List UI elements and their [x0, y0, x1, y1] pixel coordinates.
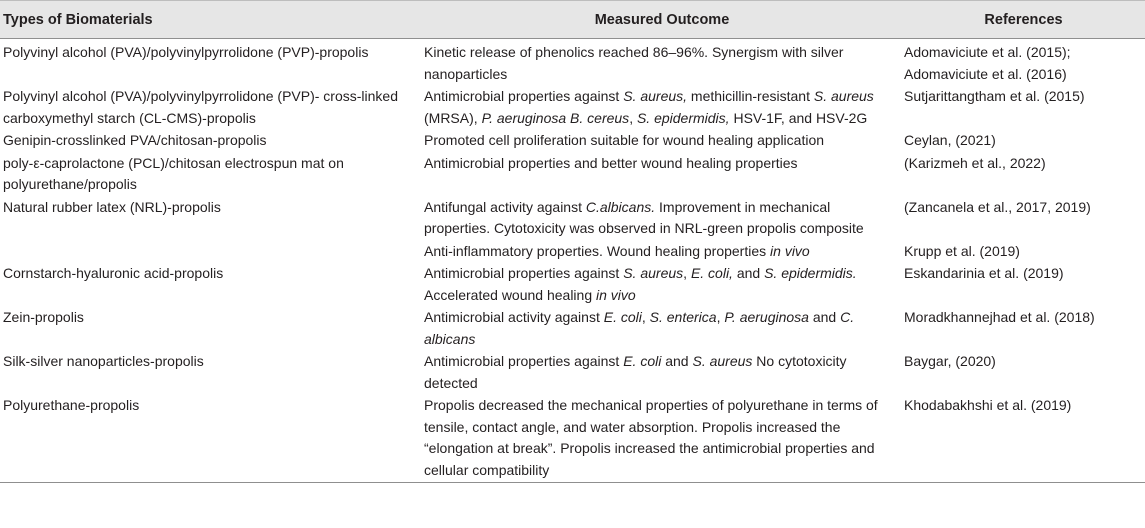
outcome-text: , — [629, 109, 637, 126]
outcome-text: Propolis decreased the mechanical properties of polyurethane in terms of tensile, contact angle, and water absorption. Propolis increased the “elongation at break”. Propolis increased the antimicrobial properties and cellular compatibility — [424, 397, 878, 478]
cell-measured-outcome — [422, 196, 902, 240]
reference-entry: (Karizmeh et al., 2022) — [904, 154, 1046, 171]
outcome-text: , — [716, 309, 725, 325]
outcome-text: HSV-1F, and HSV-2G — [729, 109, 868, 126]
reference-entry: Krupp et al. (2019) — [904, 242, 1020, 259]
outcome-italic-text: in vivo — [770, 242, 810, 259]
table-row — [0, 394, 1145, 483]
outcome-text: (MRSA), — [424, 109, 482, 126]
outcome-text: Accelerated wound healing — [424, 286, 597, 303]
cell-measured-outcome — [422, 240, 902, 263]
reference-entry: Adomaviciute et al. (2015); — [904, 44, 1071, 60]
header-outcome: Measured Outcome — [422, 1, 902, 39]
outcome-italic-text: C. albicans — [424, 309, 855, 347]
outcome-italic-text: C.albicans. — [585, 198, 656, 215]
outcome-italic-text: E. coli — [623, 353, 662, 369]
outcome-italic-text: S. epidermidis, — [636, 109, 730, 126]
table-header — [0, 1, 1145, 39]
reference-entry: Adomaviciute et al. (2016) — [904, 65, 1067, 82]
outcome-italic-text: P. aeruginosa B. cereus — [481, 109, 630, 126]
outcome-italic-text: E. coli, — [690, 265, 733, 281]
cell-biomaterial-type: Zein-propolis — [3, 309, 84, 325]
outcome-italic-text: in vivo — [596, 286, 636, 303]
outcome-italic-text: S. aureus, — [623, 88, 688, 104]
table-body — [0, 39, 1145, 483]
cell-biomaterial-type: Polyvinyl alcohol (PVA)/polyvinylpyrrolidone (PVP)-propolis — [3, 44, 369, 60]
cell-references — [902, 306, 1145, 350]
cell-measured-outcome — [422, 394, 902, 483]
cell-biomaterial-type: Genipin-crosslinked PVA/chitosan-propolis — [3, 132, 267, 148]
cell-measured-outcome — [422, 262, 902, 306]
outcome-text: and — [732, 265, 765, 281]
outcome-italic-text: E. coli — [603, 309, 642, 325]
header-row — [0, 1, 1145, 39]
cell-references — [902, 129, 1145, 152]
outcome-italic-text: S. epidermidis. — [764, 265, 857, 281]
cell-biomaterial-type: poly-ε-caprolactone (PCL)/chitosan electrospun mat on polyurethane/propolis — [3, 154, 344, 192]
reference-entry: Baygar, (2020) — [904, 353, 996, 369]
cell-biomaterial-type: Polyvinyl alcohol (PVA)/polyvinylpyrrolidone (PVP)- cross-linked carboxymethyl starch (CL-CMS)-propolis — [3, 88, 398, 126]
cell-measured-outcome — [422, 85, 902, 129]
table-row — [0, 152, 1145, 196]
outcome-text: , — [683, 265, 691, 281]
cell-references — [902, 262, 1145, 306]
outcome-text: Antimicrobial activity against — [424, 309, 604, 325]
cell-references — [902, 240, 1145, 263]
outcome-text: and — [808, 309, 841, 325]
table-row — [0, 196, 1145, 240]
table-row — [0, 39, 1145, 86]
cell-references — [902, 39, 1145, 86]
table-row — [0, 240, 1145, 263]
outcome-italic-text: S. aureus — [692, 353, 753, 369]
cell-measured-outcome — [422, 306, 902, 350]
cell-measured-outcome — [422, 39, 902, 86]
outcome-italic-text: P. aeruginosa — [724, 309, 809, 325]
outcome-text: No cytotoxicity detected — [424, 353, 847, 391]
reference-entry: Eskandarinia et al. (2019) — [904, 265, 1064, 281]
cell-measured-outcome — [422, 129, 902, 152]
reference-entry: Moradkhannejhad et al. (2018) — [904, 309, 1095, 325]
cell-biomaterial-type: Natural rubber latex (NRL)-propolis — [3, 198, 221, 215]
cell-biomaterial-type: Polyurethane-propolis — [0, 394, 422, 483]
reference-entry: Sutjarittangtham et al. (2015) — [904, 88, 1085, 104]
cell-measured-outcome — [422, 152, 902, 196]
outcome-text: Kinetic release of phenolics reached 86–96%. Synergism with silver nanoparticles — [424, 44, 844, 82]
cell-biomaterial-type: Silk-silver nanoparticles-propolis — [3, 353, 204, 369]
reference-entry: Ceylan, (2021) — [904, 132, 996, 148]
table-row — [0, 306, 1145, 350]
cell-references — [902, 196, 1145, 240]
reference-entry: Khodabakhshi et al. (2019) — [904, 397, 1072, 413]
cell-references — [902, 350, 1145, 394]
cell-references — [902, 394, 1145, 483]
table-row — [0, 262, 1145, 306]
outcome-text: and — [661, 353, 693, 369]
outcome-text: Antimicrobial properties and better wound healing properties — [424, 154, 798, 171]
outcome-text: Antifungal activity against — [424, 198, 586, 215]
table-row — [0, 129, 1145, 152]
table-row — [0, 350, 1145, 394]
outcome-text: Antimicrobial properties against — [424, 353, 624, 369]
outcome-text: Improvement in mechanical properties. Cytotoxicity was observed in NRL-green propolis composite — [424, 198, 864, 236]
reference-entry: (Zancanela et al., 2017, 2019) — [904, 198, 1091, 215]
cell-references — [902, 85, 1145, 129]
header-references: References — [902, 1, 1145, 39]
outcome-italic-text: S. aureus — [813, 88, 874, 104]
header-types: Types of Biomaterials — [0, 1, 422, 39]
table-row — [0, 85, 1145, 129]
outcome-text: methicillin-resistant — [687, 88, 814, 104]
cell-biomaterial-type — [0, 240, 422, 263]
cell-biomaterial-type: Cornstarch-hyaluronic acid-propolis — [3, 265, 224, 281]
outcome-italic-text: S. aureus — [623, 265, 684, 281]
outcome-text: Antimicrobial properties against — [424, 265, 624, 281]
outcome-text: Antimicrobial properties against — [424, 88, 624, 104]
outcome-text: , — [641, 309, 650, 325]
outcome-text: Promoted cell proliferation suitable for wound healing application — [424, 132, 825, 148]
cell-measured-outcome — [422, 350, 902, 394]
cell-references — [902, 152, 1145, 196]
outcome-text: Anti-inflammatory properties. Wound healing properties — [424, 242, 771, 259]
outcome-italic-text: S. enterica — [649, 309, 717, 325]
